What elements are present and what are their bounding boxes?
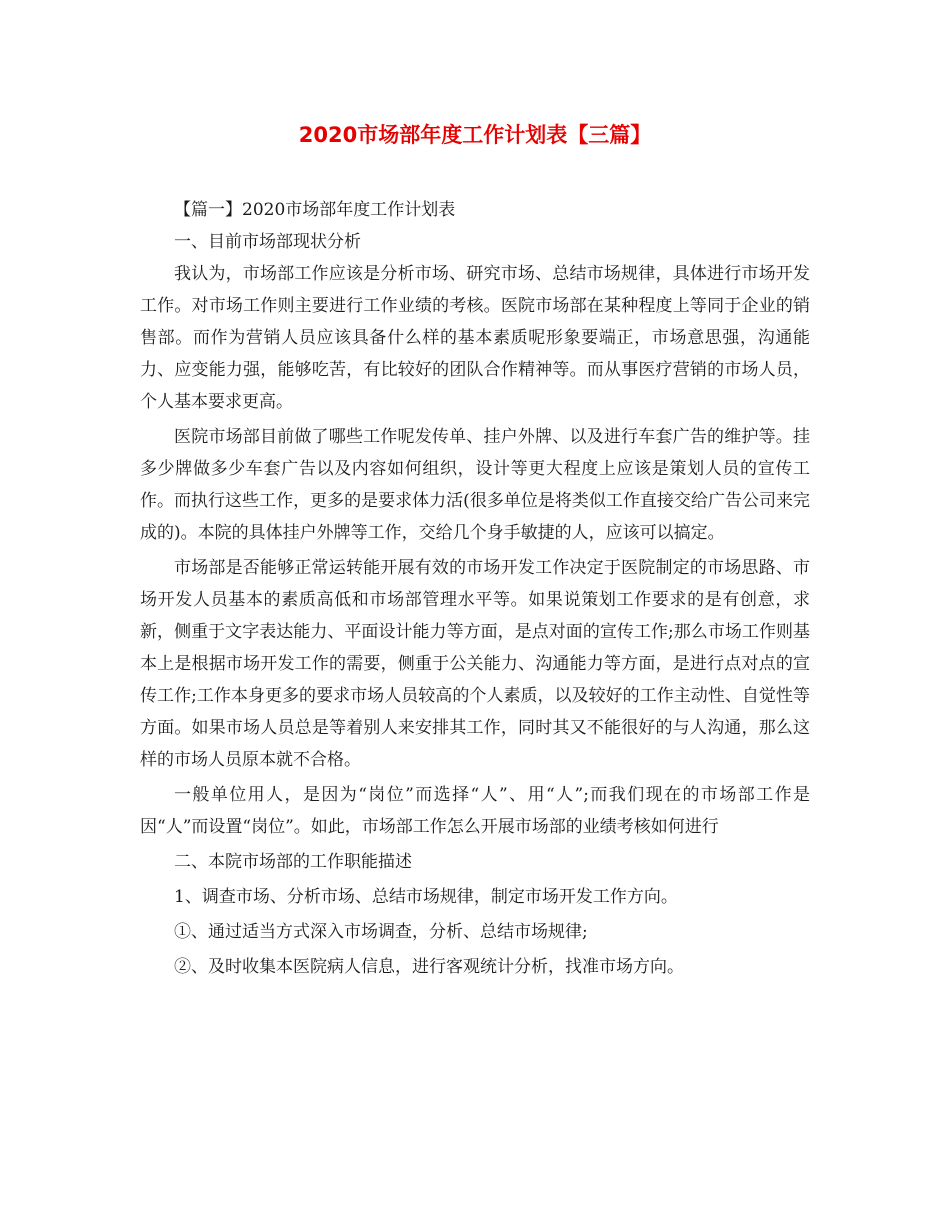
subheading-current-analysis: 一、目前市场部现状分析 bbox=[174, 232, 361, 252]
document-title: 2020市场部年度工作计划表【三篇】 bbox=[298, 123, 652, 147]
section-heading-part-one: 【篇一】2020市场部年度工作计划表 bbox=[174, 200, 456, 220]
paragraph: 一般单位用人，是因为“岗位”而选择“人”、用“人”;而我们现在的市场部工作是因“人”而设置“岗位”。如此，市场部工作怎么开展市场部的业绩考核如何进行 bbox=[140, 785, 810, 837]
list-item: ①、通过适当方式深入市场调查，分析、总结市场规律; bbox=[174, 922, 588, 942]
subheading-job-functions: 二、本院市场部的工作职能描述 bbox=[174, 852, 412, 872]
paragraph: 市场部是否能够正常运转能开展有效的市场开发工作决定于医院制定的市场思路、市场开发人员基本的素质高低和市场部管理水平等。如果说策划工作要求的是有创意，求新，侧重于文字表达能力、平面设计能力等方面，是点对面的宣传工作;那么市场工作则基本上是根据市场开发工作的需要，侧重于公关能力、沟通能力等方面，是进行点对点的宣传工作;工作本身更多的要求市场人员较高的个人素质，以及较好的工作主动性、自觉性等方面。如果市场人员总是等着别人来安排其工作，同时其又不能很好的与人沟通，那么这样的市场人员原本就不合格。 bbox=[140, 558, 810, 770]
list-item: 1、调查市场、分析市场、总结市场规律，制定市场开发工作方向。 bbox=[174, 887, 678, 907]
paragraph: 我认为，市场部工作应该是分析市场、研究市场、总结市场规律，具体进行市场开发工作。对市场工作则主要进行工作业绩的考核。医院市场部在某种程度上等同于企业的销售部。而作为营销人员应该具备什么样的基本素质呢形象要端正，市场意思强，沟通能力、应变能力强，能够吃苦，有比较好的团队合作精神等。而从事医疗营销的市场人员，个人基本要求更高。 bbox=[140, 264, 810, 412]
paragraph: 医院市场部目前做了哪些工作呢发传单、挂户外牌、以及进行车套广告的维护等。挂多少牌做多少车套广告以及内容如何组织，设计等更大程度上应该是策划人员的宣传工作。而执行这些工作，更多的是要求体力活(很多单位是将类似工作直接交给广告公司来完成的)。本院的具体挂户外牌等工作，交给几个身手敏捷的人，应该可以搞定。 bbox=[140, 427, 810, 543]
list-item: ②、及时收集本医院病人信息，进行客观统计分析，找准市场方向。 bbox=[174, 957, 684, 977]
document-body bbox=[140, 194, 810, 983]
